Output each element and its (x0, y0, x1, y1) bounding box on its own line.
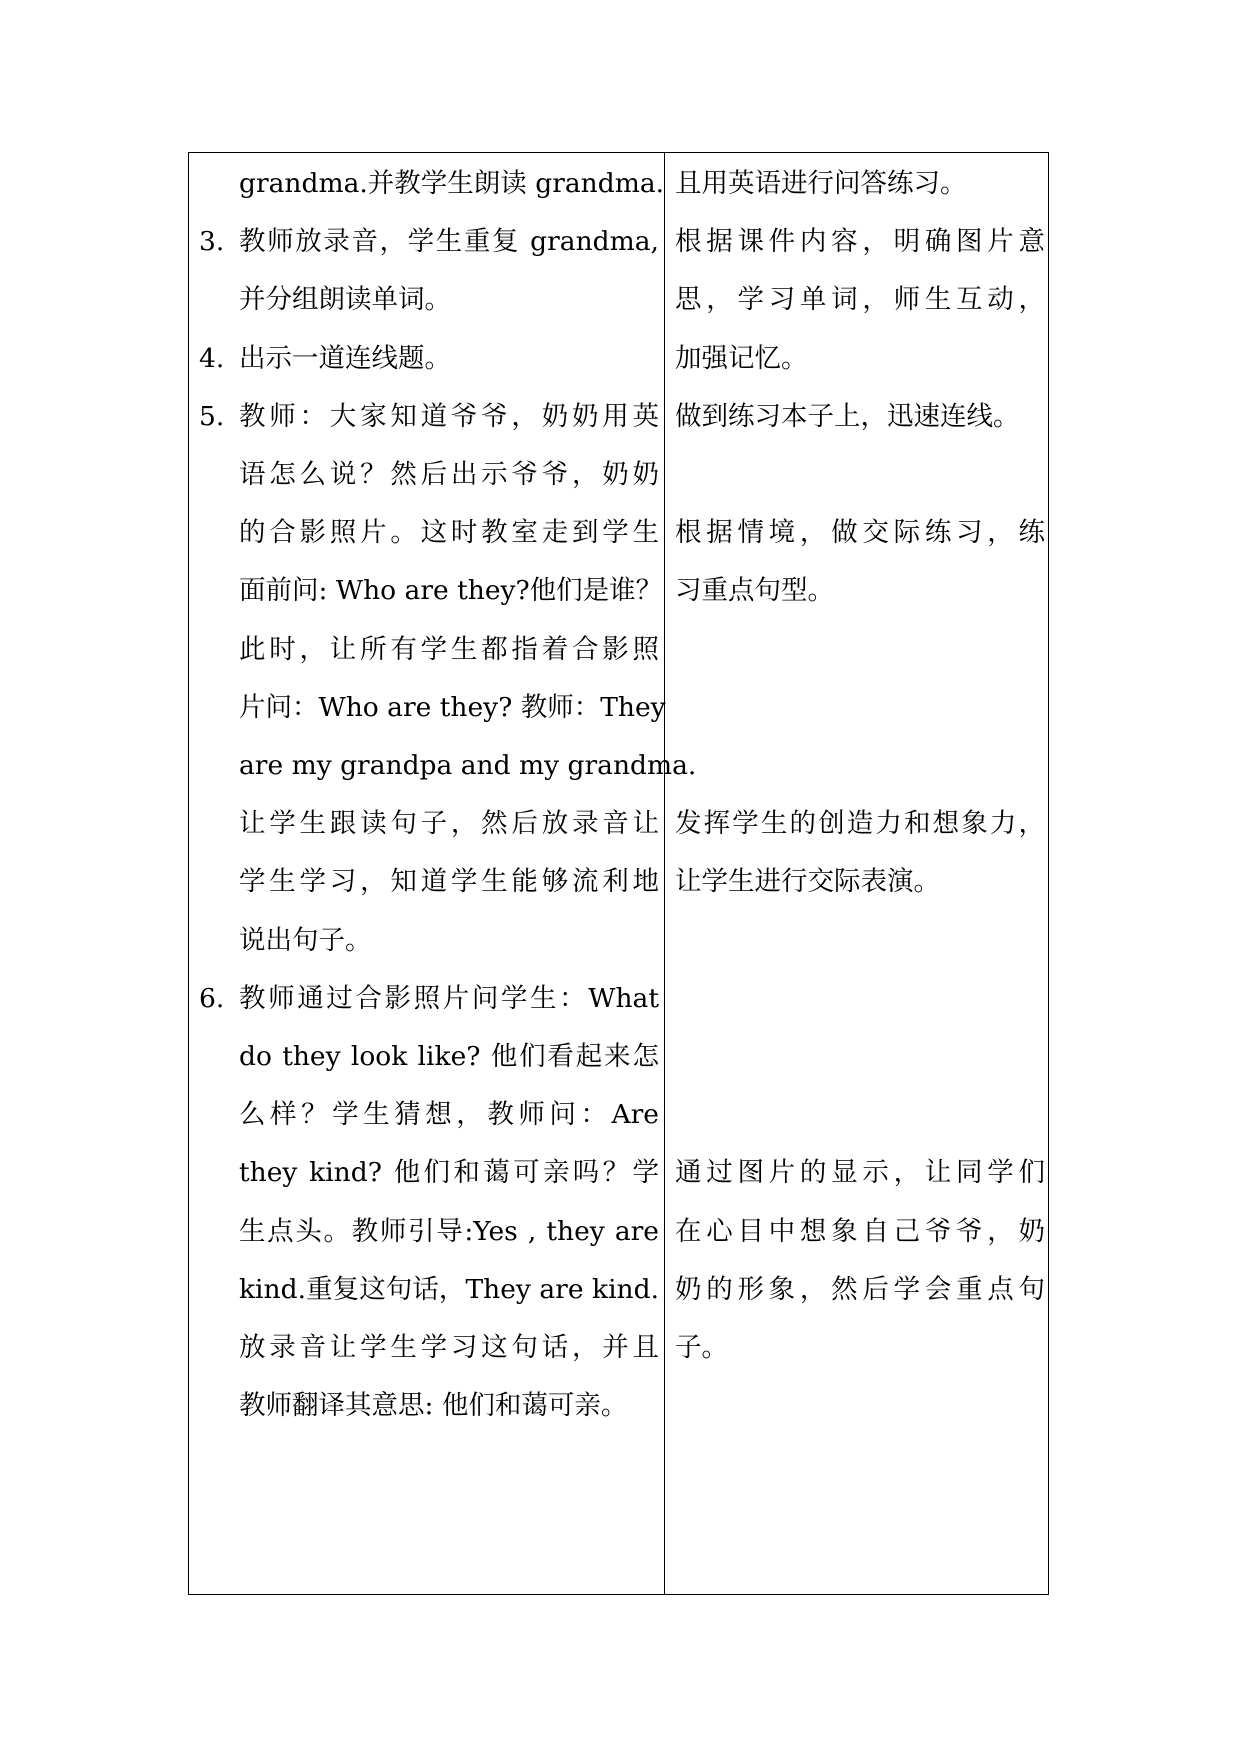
design-intent-line: 思，学习单词，师生互动， (675, 284, 1045, 316)
teacher-activity-line: 让学生跟读句子，然后放录音让 (239, 808, 659, 840)
teacher-activity-line: 片问：Who are they? 教师：They (239, 691, 666, 723)
teacher-activity-line: are my grandpa and my grandma. (239, 750, 697, 781)
teacher-activity-line: 的合影照片。这时教室走到学生 (239, 517, 659, 549)
design-intent-line: 加强记忆。 (675, 342, 808, 374)
design-intent-line: 在心目中想象自己爷爷，奶 (675, 1215, 1045, 1247)
lesson-table (188, 152, 1049, 1595)
teacher-activity-line: 出示一道连线题。 (239, 342, 451, 374)
teacher-activity-line: kind.重复这句话，They are kind. (239, 1273, 659, 1305)
teacher-activity-line: 教师：大家知道爷爷，奶奶用英 (239, 400, 659, 432)
teacher-activity-line: grandma.并教学生朗读 grandma. (239, 168, 665, 199)
teacher-activity-line: 教师通过合影照片问学生：What (239, 982, 659, 1014)
design-intent-line: 习重点句型。 (675, 575, 834, 607)
teacher-activity-line: do they look like? 他们看起来怎 (239, 1041, 659, 1072)
design-intent-line: 根据情境，做交际练习，练 (675, 517, 1045, 549)
column-divider (664, 153, 665, 1594)
teacher-activity-line: 么样？学生猜想，教师问：Are (239, 1099, 659, 1131)
design-intent-line: 奶的形象，然后学会重点句 (675, 1273, 1045, 1305)
teacher-activity-line: 教师翻译其意思: 他们和蔼可亲。 (239, 1390, 628, 1422)
step-number: 3. (199, 226, 225, 258)
design-intent-line: 发挥学生的创造力和想象力， (675, 808, 1045, 840)
teacher-activity-line: 生点头。教师引导:Yes , they are (239, 1215, 659, 1247)
step-number: 4. (199, 342, 225, 374)
design-intent-line: 做到练习本子上，迅速连线。 (675, 400, 1020, 432)
teacher-activity-line: they kind? 他们和蔼可亲吗？学 (239, 1157, 659, 1189)
step-number: 6. (199, 982, 225, 1014)
design-intent-line: 子。 (675, 1332, 728, 1363)
design-intent-line: 且用英语进行问答练习。 (675, 168, 967, 199)
teacher-activity-line: 放录音让学生学习这句话，并且 (239, 1332, 659, 1363)
step-number: 5. (199, 400, 225, 432)
design-intent-line: 根据课件内容，明确图片意 (675, 226, 1045, 258)
teacher-activity-line: 并分组朗读单词。 (239, 284, 451, 316)
teacher-activity-line: 学生学习，知道学生能够流利地 (239, 866, 659, 898)
teacher-activity-line: 说出句子。 (239, 924, 372, 956)
teacher-activity-line: 此时，让所有学生都指着合影照 (239, 633, 659, 665)
teacher-activity-line: 面前问: Who are they?他们是谁？ (239, 575, 663, 607)
teacher-activity-line: 语怎么说？然后出示爷爷，奶奶 (239, 459, 659, 490)
design-intent-line: 让学生进行交际表演。 (675, 866, 940, 898)
teacher-activity-line: 教师放录音，学生重复 grandma, (239, 226, 659, 258)
design-intent-line: 通过图片的显示，让同学们 (675, 1157, 1045, 1189)
